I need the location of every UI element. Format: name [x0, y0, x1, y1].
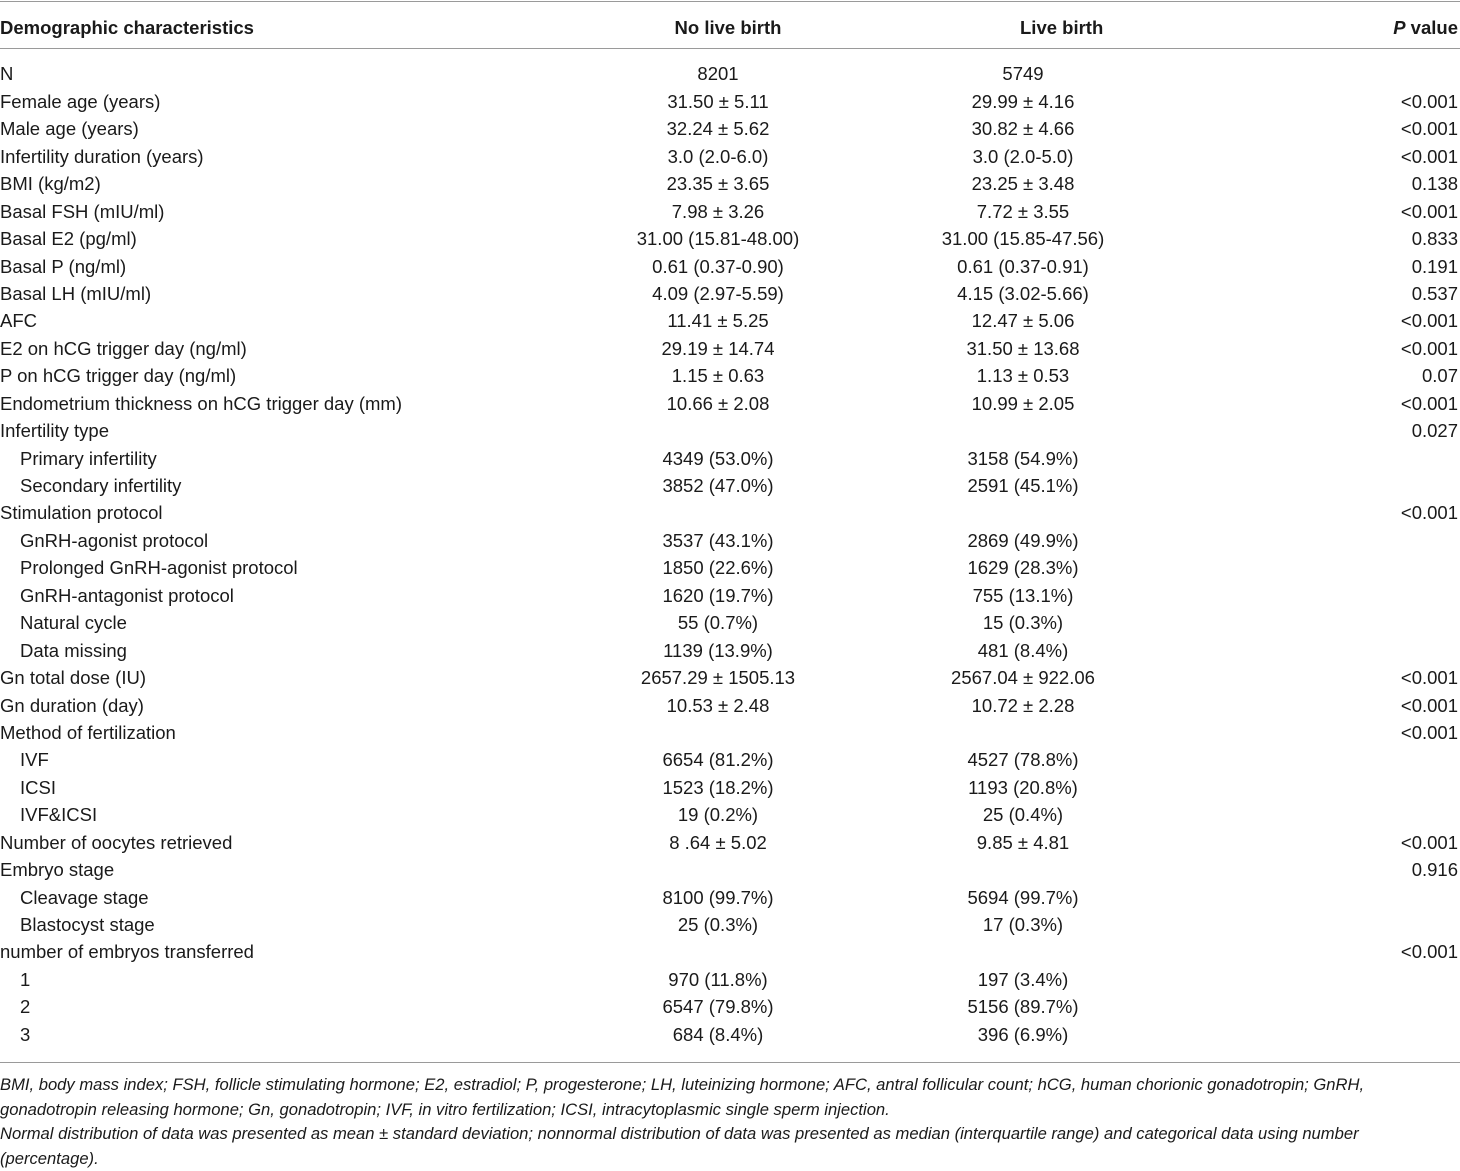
table-bottom-rule [0, 1062, 1460, 1063]
row-label-cell [0, 116, 470, 143]
row-label-cell [0, 226, 470, 253]
row-label: Method of fertilization [0, 721, 176, 743]
live-birth-value: 1629 (28.3%) [967, 557, 1079, 579]
table-row [0, 281, 1460, 308]
p-value-cell [1232, 637, 1460, 664]
table-row [0, 143, 1460, 170]
no-live-birth-value: 684 (8.4%) [672, 1023, 764, 1045]
live-birth-value-cell [966, 747, 1232, 774]
p-value-cell [1232, 445, 1460, 472]
row-label: Cleavage stage [20, 886, 149, 908]
p-value: <0.001 [1400, 721, 1458, 743]
table-row [0, 610, 1460, 637]
p-value: <0.001 [1400, 694, 1458, 716]
no-live-birth-value: 8201 [697, 63, 739, 85]
live-birth-value-cell [966, 555, 1232, 582]
row-label-cell [0, 171, 470, 198]
row-label: Endometrium thickness on hCG trigger day (mm) [0, 392, 402, 414]
table-footnote [0, 1073, 1458, 1171]
live-birth-value: 2567.04 ± 922.06 [951, 667, 1095, 689]
p-value-cell [1232, 47, 1460, 88]
row-label: Secondary infertility [20, 475, 182, 497]
live-birth-value-cell [966, 829, 1232, 856]
live-birth-value-cell [966, 610, 1232, 637]
row-label: number of embryos transferred [0, 941, 254, 963]
row-label: Basal E2 (pg/ml) [0, 228, 137, 250]
live-birth-value: 15 (0.3%) [982, 612, 1064, 634]
table-row [0, 47, 1460, 88]
live-birth-value: 12.47 ± 5.06 [971, 310, 1075, 332]
row-label-cell [0, 1021, 470, 1048]
row-label: Stimulation protocol [0, 502, 163, 524]
table-top-rule [0, 1, 1460, 2]
live-birth-value: 1.13 ± 0.53 [976, 365, 1070, 387]
live-birth-value: 197 (3.4%) [977, 968, 1069, 990]
p-value: 0.833 [1411, 228, 1458, 250]
live-birth-value: 2869 (49.9%) [967, 529, 1079, 551]
p-value-cell [1232, 912, 1460, 939]
row-label: Blastocyst stage [20, 914, 155, 936]
live-birth-value: 17 (0.3%) [982, 914, 1064, 936]
row-label-cell [0, 527, 470, 554]
table-row [0, 445, 1460, 472]
row-label: Infertility type [0, 420, 109, 442]
p-value: 0.191 [1411, 255, 1458, 277]
row-label: Basal P (ng/ml) [0, 255, 127, 277]
no-live-birth-value-cell [470, 720, 966, 747]
row-label-cell [0, 884, 470, 911]
row-label: Female age (years) [0, 90, 161, 112]
table-row [0, 966, 1460, 993]
table-row [0, 171, 1460, 198]
live-birth-value-cell [957, 281, 1232, 308]
no-live-birth-value: 0.61 (0.37-0.90) [652, 255, 784, 277]
p-value: <0.001 [1400, 310, 1458, 332]
live-birth-value: 755 (13.1%) [972, 584, 1074, 606]
row-label: Data missing [20, 639, 127, 661]
table-row [0, 802, 1460, 829]
no-live-birth-value: 32.24 ± 5.62 [666, 118, 770, 140]
row-label: Basal LH (mIU/ml) [0, 282, 152, 304]
live-birth-value-cell [951, 665, 1232, 692]
no-live-birth-value: 3537 (43.1%) [662, 529, 774, 551]
p-value-cell [1232, 747, 1460, 774]
table-row [0, 253, 1460, 280]
row-label-cell [0, 774, 470, 801]
table-row [0, 555, 1460, 582]
row-label: Infertility duration (years) [0, 145, 204, 167]
p-value-cell [1232, 281, 1460, 308]
row-label-cell [0, 500, 470, 527]
header-p-italic: P [1393, 17, 1406, 38]
table-row [0, 884, 1460, 911]
live-birth-value-cell [966, 774, 1232, 801]
row-label-cell [0, 363, 470, 390]
table-row [0, 473, 1460, 500]
no-live-birth-value: 1620 (19.7%) [662, 584, 774, 606]
header-no-live-birth: No live birth [674, 17, 782, 38]
p-value-cell [1232, 665, 1460, 692]
table-row [0, 500, 1460, 527]
header-p-value [1232, 9, 1460, 47]
live-birth-value-cell [966, 912, 1232, 939]
row-label: AFC [0, 310, 37, 332]
row-label: BMI (kg/m2) [0, 173, 101, 195]
header-row [0, 9, 1460, 47]
row-label: Male age (years) [0, 118, 139, 140]
header-characteristic: Demographic characteristics [0, 17, 254, 38]
p-value: <0.001 [1400, 200, 1458, 222]
live-birth-value: 5749 [1002, 63, 1044, 85]
p-value-cell [1232, 473, 1460, 500]
table-row [0, 857, 1460, 884]
p-value-cell [1232, 335, 1460, 362]
live-birth-value-cell [966, 884, 1232, 911]
p-value-cell [1232, 802, 1460, 829]
no-live-birth-value-cell [470, 939, 966, 966]
row-label: Gn total dose (IU) [0, 667, 147, 689]
table-row [0, 665, 1460, 692]
row-label: GnRH-agonist protocol [20, 529, 209, 551]
live-birth-value-cell [966, 1021, 1232, 1048]
no-live-birth-value: 6547 (79.8%) [662, 996, 774, 1018]
p-value-cell [1232, 966, 1460, 993]
p-value-cell [1232, 253, 1460, 280]
live-birth-value-cell [966, 116, 1232, 143]
live-birth-value-cell [966, 692, 1232, 719]
p-value: <0.001 [1400, 831, 1458, 853]
no-live-birth-value: 10.53 ± 2.48 [666, 694, 770, 716]
table-row [0, 1021, 1460, 1048]
p-value: <0.001 [1400, 118, 1458, 140]
p-value-cell [1232, 829, 1460, 856]
p-value-cell [1232, 143, 1460, 170]
p-value-cell [1232, 500, 1460, 527]
row-label-cell [0, 281, 470, 308]
table-row [0, 720, 1460, 747]
no-live-birth-value: 6654 (81.2%) [662, 749, 774, 771]
live-birth-value: 3.0 (2.0-5.0) [972, 145, 1074, 167]
live-birth-value-cell [966, 802, 1232, 829]
header-live-birth: Live birth [1020, 17, 1104, 38]
row-label-cell [0, 857, 470, 884]
live-birth-value-cell [966, 720, 1232, 747]
live-birth-value-cell [957, 253, 1232, 280]
row-label-cell [0, 966, 470, 993]
no-live-birth-value-cell [470, 500, 966, 527]
p-value-cell [1232, 994, 1460, 1021]
table-row [0, 747, 1460, 774]
live-birth-value: 10.99 ± 2.05 [971, 392, 1075, 414]
p-value: <0.001 [1400, 502, 1458, 524]
row-label: IVF&ICSI [20, 804, 98, 826]
live-birth-value: 25 (0.4%) [982, 804, 1064, 826]
row-label: Number of oocytes retrieved [0, 831, 233, 853]
table-row [0, 335, 1460, 362]
row-label-cell [0, 747, 470, 774]
live-birth-value: 31.00 (15.85-47.56) [941, 228, 1105, 250]
no-live-birth-value: 4.09 (2.97-5.59) [652, 282, 784, 304]
p-value: <0.001 [1400, 392, 1458, 414]
row-label-cell [0, 665, 470, 692]
row-label-cell [0, 473, 470, 500]
live-birth-value-cell [966, 500, 1232, 527]
row-label: 1 [20, 968, 31, 990]
row-label-cell [0, 198, 470, 225]
live-birth-value: 10.72 ± 2.28 [971, 694, 1075, 716]
live-birth-value: 30.82 ± 4.66 [971, 118, 1075, 140]
table-row [0, 198, 1460, 225]
live-birth-value-cell [966, 637, 1232, 664]
row-label: 3 [20, 1023, 31, 1045]
live-birth-value-cell [966, 88, 1232, 115]
p-value-cell [1232, 939, 1460, 966]
table-row [0, 418, 1460, 445]
row-label: GnRH-antagonist protocol [20, 584, 234, 606]
table-row [0, 88, 1460, 115]
no-live-birth-value: 3.0 (2.0-6.0) [667, 145, 769, 167]
row-label-cell [0, 445, 470, 472]
p-value: <0.001 [1400, 145, 1458, 167]
p-value-cell [1232, 308, 1460, 335]
no-live-birth-value: 29.19 ± 14.74 [661, 337, 775, 359]
live-birth-value: 3158 (54.9%) [967, 447, 1079, 469]
p-value-cell [1232, 774, 1460, 801]
table-row [0, 390, 1460, 417]
row-label: ICSI [20, 776, 56, 798]
live-birth-value: 9.85 ± 4.81 [976, 831, 1070, 853]
p-value-cell [1232, 88, 1460, 115]
p-value: 0.027 [1411, 420, 1458, 442]
no-live-birth-value: 8100 (99.7%) [662, 886, 774, 908]
row-label-cell [0, 335, 470, 362]
live-birth-value-cell [966, 308, 1232, 335]
row-label-cell [0, 308, 470, 335]
p-value-cell [1232, 418, 1460, 445]
no-live-birth-value: 8 .64 ± 5.02 [669, 831, 767, 853]
row-label: IVF [20, 749, 49, 771]
live-birth-value-cell [966, 47, 1232, 88]
p-value-cell [1232, 116, 1460, 143]
row-label: Primary infertility [20, 447, 157, 469]
p-value-cell [1232, 198, 1460, 225]
table-row [0, 774, 1460, 801]
live-birth-value: 0.61 (0.37-0.91) [957, 255, 1089, 277]
no-live-birth-value: 31.50 ± 5.11 [667, 90, 769, 112]
p-value-cell [1232, 720, 1460, 747]
row-label-cell [0, 720, 470, 747]
row-label: P on hCG trigger day (ng/ml) [0, 365, 237, 387]
row-label-cell [0, 390, 470, 417]
no-live-birth-value: 11.41 ± 5.25 [667, 310, 769, 332]
row-label-cell [0, 143, 470, 170]
row-label-cell [0, 692, 470, 719]
live-birth-value: 4527 (78.8%) [967, 749, 1079, 771]
live-birth-value: 1193 (20.8%) [968, 776, 1078, 798]
row-label-cell [0, 912, 470, 939]
table-row [0, 116, 1460, 143]
row-label: Basal FSH (mIU/ml) [0, 200, 165, 222]
row-label-cell [0, 939, 470, 966]
live-birth-value: 4.15 (3.02-5.66) [957, 282, 1089, 304]
p-value-cell [1232, 857, 1460, 884]
no-live-birth-value: 1.15 ± 0.63 [671, 365, 765, 387]
row-label: Natural cycle [20, 612, 127, 634]
p-value-cell [1232, 527, 1460, 554]
p-value-cell [1232, 692, 1460, 719]
live-birth-value: 2591 (45.1%) [967, 475, 1079, 497]
p-value-cell [1232, 555, 1460, 582]
p-value: 0.916 [1411, 859, 1458, 881]
table-body [0, 47, 1460, 1049]
no-live-birth-value: 2657.29 ± 1505.13 [640, 667, 796, 689]
table-row [0, 308, 1460, 335]
table-row [0, 363, 1460, 390]
live-birth-value: 5694 (99.7%) [967, 886, 1079, 908]
p-value-cell [1232, 610, 1460, 637]
live-birth-value: 31.50 ± 13.68 [966, 337, 1080, 359]
row-label: Embryo stage [0, 859, 115, 881]
p-value: <0.001 [1400, 667, 1458, 689]
no-live-birth-value: 10.66 ± 2.08 [666, 392, 770, 414]
row-label: Gn duration (day) [0, 694, 144, 716]
table-row [0, 912, 1460, 939]
table-row [0, 637, 1460, 664]
live-birth-value-cell [966, 335, 1232, 362]
no-live-birth-value: 19 (0.2%) [677, 804, 759, 826]
row-label-cell [0, 637, 470, 664]
header-p-rest: value [1405, 17, 1458, 38]
no-live-birth-value-cell [470, 418, 966, 445]
live-birth-value: 7.72 ± 3.55 [976, 200, 1070, 222]
live-birth-value-cell [966, 418, 1232, 445]
live-birth-value-cell [966, 143, 1232, 170]
live-birth-value-cell [966, 171, 1232, 198]
row-label-cell [0, 47, 470, 88]
no-live-birth-value: 4349 (53.0%) [662, 447, 774, 469]
table-row [0, 939, 1460, 966]
live-birth-value-cell [966, 445, 1232, 472]
p-value: <0.001 [1400, 90, 1458, 112]
p-value-cell [1232, 582, 1460, 609]
no-live-birth-value: 23.35 ± 3.65 [666, 173, 770, 195]
no-live-birth-value: 1850 (22.6%) [662, 557, 774, 579]
row-label: Prolonged GnRH-agonist protocol [20, 557, 298, 579]
row-label: N [0, 63, 14, 85]
row-label: E2 on hCG trigger day (ng/ml) [0, 337, 247, 359]
table-row [0, 829, 1460, 856]
live-birth-value-cell [966, 582, 1232, 609]
p-value-cell [1232, 226, 1460, 253]
live-birth-value-cell [966, 473, 1232, 500]
no-live-birth-value: 55 (0.7%) [677, 612, 759, 634]
p-value-cell [1232, 363, 1460, 390]
no-live-birth-value: 31.00 (15.81-48.00) [636, 228, 800, 250]
row-label-cell [0, 610, 470, 637]
p-value-cell [1232, 884, 1460, 911]
p-value-cell [1232, 390, 1460, 417]
demographics-table [0, 9, 1460, 1049]
p-value-cell [1232, 171, 1460, 198]
table-row [0, 226, 1460, 253]
no-live-birth-value: 25 (0.3%) [677, 914, 759, 936]
live-birth-value-cell [966, 857, 1232, 884]
p-value: 0.537 [1411, 282, 1458, 304]
row-label-cell [0, 582, 470, 609]
table-row [0, 692, 1460, 719]
p-value: <0.001 [1400, 337, 1458, 359]
no-live-birth-value: 1523 (18.2%) [662, 776, 774, 798]
p-value: 0.138 [1411, 173, 1458, 195]
live-birth-value: 29.99 ± 4.16 [971, 90, 1075, 112]
no-live-birth-value: 7.98 ± 3.26 [671, 200, 765, 222]
live-birth-value: 396 (6.9%) [977, 1023, 1069, 1045]
row-label-cell [0, 253, 470, 280]
row-label-cell [0, 88, 470, 115]
row-label-cell [0, 802, 470, 829]
table-row [0, 527, 1460, 554]
no-live-birth-value-cell [470, 857, 966, 884]
live-birth-value-cell [941, 226, 1232, 253]
table-row [0, 994, 1460, 1021]
p-value: 0.07 [1421, 365, 1458, 387]
live-birth-value-cell [966, 390, 1232, 417]
footnote-distribution: Normal distribution of data was presented as mean ± standard deviation; nonnormal distribution of data was presented as median (interquartile range) and categorical data using number (percentage). [0, 1124, 1359, 1168]
live-birth-value: 481 (8.4%) [977, 639, 1069, 661]
row-label-cell [0, 418, 470, 445]
no-live-birth-value: 1139 (13.9%) [663, 639, 773, 661]
no-live-birth-value: 3852 (47.0%) [662, 475, 774, 497]
p-value: <0.001 [1400, 941, 1458, 963]
table-row [0, 582, 1460, 609]
row-label-cell [0, 829, 470, 856]
live-birth-value-cell [966, 966, 1232, 993]
live-birth-value-cell [966, 527, 1232, 554]
row-label-cell [0, 555, 470, 582]
row-label-cell [0, 994, 470, 1021]
live-birth-value-cell [966, 363, 1232, 390]
live-birth-value-cell [966, 994, 1232, 1021]
row-label: 2 [20, 996, 31, 1018]
live-birth-value: 23.25 ± 3.48 [971, 173, 1075, 195]
p-value-cell [1232, 1021, 1460, 1048]
footnote-abbreviations: BMI, body mass index; FSH, follicle stimulating hormone; E2, estradiol; P, progesterone; LH, luteinizing hormone; AFC, antral follicular count; hCG, human chorionic gonadotropin; GnRH, gonadotropin releasing hormone; Gn, gonadotropin; IVF, in vitro fertilization; ICSI, intracytoplasmic single sperm injection. [0, 1075, 1365, 1119]
no-live-birth-value: 970 (11.8%) [668, 968, 768, 990]
live-birth-value-cell [966, 939, 1232, 966]
live-birth-value-cell [966, 198, 1232, 225]
live-birth-value: 5156 (89.7%) [967, 996, 1079, 1018]
